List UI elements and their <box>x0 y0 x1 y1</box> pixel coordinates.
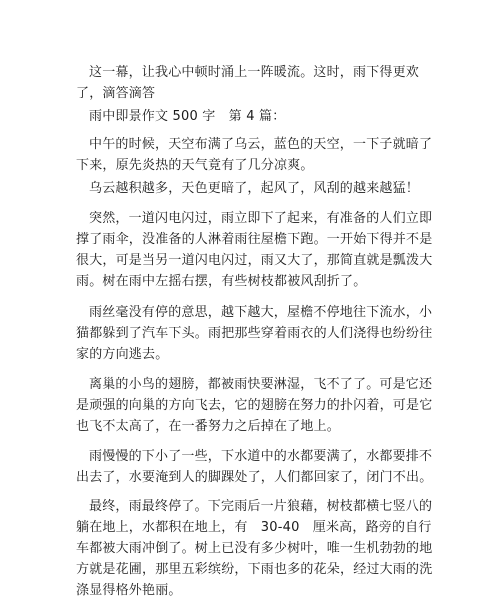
paragraph-1: 这一幕，让我心中顿时涌上一阵暖流。这时，雨下得更欢了，滴答滴答 <box>76 65 420 101</box>
paragraph-3: 中午的时候，天空布满了乌云，蓝色的天空，一下子就暗了下来，原先炎热的天气竟有了几分凉爽。 <box>76 137 433 173</box>
paragraph-8: 雨慢慢的下小了一些，下水道中的水都要满了，水都要排不出去了，水要淹到人的脚踝处了，人们都回家了，闭门不出。 <box>76 449 433 485</box>
paragraph-9: 最终，雨最终停了。下完雨后一片狼藉，树枝都横七竖八的躺在地上，水都积在地上，有 30-40 厘米高，路旁的自行车都被大雨冲倒了。树上已没有多少树叶，唯一生机勃勃的地方就是花圃，那里五彩缤纷，下雨也多的花朵，经过大雨的洗涤显得格外艳丽。 <box>76 499 433 598</box>
paragraph-7: 离巢的小鸟的翅膀，都被雨快要淋湿，飞不了了。可是它还是顽强的向巢的方向飞去，它的翅膀在努力的扑闪着，可是它也飞不太高了，在一番努力之后掉在了地上。 <box>76 377 433 434</box>
paragraph-5: 突然，一道闪电闪过，雨立即下了起来，有准备的人们立即撑了雨伞，没准备的人淋着雨往屋檐下跑。一开始下得并不是很大，可是当另一道闪电闪过，雨又大了，那简直就是瓢泼大雨。树在雨中左摇右摆，有些树枝都被风刮折了。 <box>76 211 433 289</box>
paragraph-6: 雨丝毫没有停的意思，越下越大，屋檐不停地往下流水，小猫都躲到了汽车下头。雨把那些穿着雨衣的人们浇得也纷纷往家的方向逃去。 <box>76 305 433 362</box>
paragraph-2-heading: 雨中即景作文 500 字 第 4 篇： <box>89 109 286 124</box>
paragraph-4: 乌云越积越多，天色更暗了，起风了，风刮的越来越猛！ <box>89 181 420 196</box>
